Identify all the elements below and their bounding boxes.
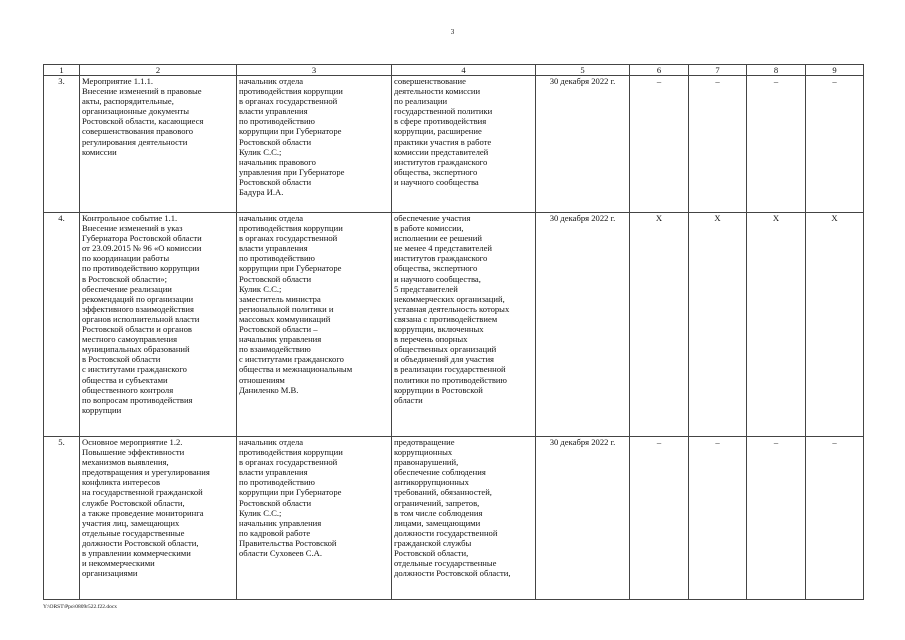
text-line: региональной политики и [239,303,334,314]
table-row [44,76,864,213]
text-line: институтов гражданского [394,253,488,264]
mark-cell: – [747,76,806,213]
text-line: с институтами гражданского [82,364,187,375]
text-line: по реализации [394,96,448,107]
text-line: коррупции в Ростовской [394,384,483,395]
measure-description [80,437,237,600]
text-line: в перечень опорных [394,334,468,345]
text-line: общества и межнациональным [239,364,353,375]
text-line: организациями [82,568,138,579]
text-line: органов исполнительной власти [82,313,200,324]
file-path-footer: Y:\ORST\Ppo\0809r522.f22.docx [43,604,118,610]
text-line: 5 представителей [394,283,458,294]
row-number: 5. [44,437,80,600]
text-line: Ростовской области, [394,548,469,559]
text-line: комиссии представителей [394,146,489,157]
text-line: по противодействию [239,477,315,488]
mark-cell: Х [630,213,689,437]
text-line: на государственной гражданской [82,487,203,498]
text-line: должности Ростовской области, [82,537,199,548]
text-line: Контрольное событие 1.1. [82,213,178,223]
text-line: не менее 4 представителей [394,243,493,254]
text-line: предотвращение [394,437,455,447]
text-line: власти управления [239,243,308,254]
text-line: коррупции [82,404,122,415]
text-line: противодействия коррупции [239,86,343,97]
text-line: по противодействию [239,253,315,264]
text-line: управления при Губернаторе [239,166,345,177]
text-line: власти управления [239,467,308,478]
text-line: муниципальных образований [82,344,190,355]
text-line: в работе комиссии, [394,223,464,234]
text-line: противодействия коррупции [239,447,343,458]
text-line: ограничений, запретов, [394,497,480,508]
text-line: обеспечение соблюдения [394,467,486,478]
measures-table [43,64,864,600]
deadline-date: 30 декабря 2022 г. [536,213,630,437]
text-line: деятельности комиссии [394,86,481,97]
text-line: в реализации государственной [394,364,506,375]
text-line: Повышение эффективности [82,447,185,458]
text-line: Ростовской области [239,497,312,508]
expected-result [392,213,536,437]
text-line: общества, экспертного [394,166,478,177]
text-line: области [394,394,423,405]
text-line: и некоммерческими [82,558,155,569]
text-line: местного самоуправления [82,334,178,345]
text-line: в том числе соблюдения [394,507,483,518]
text-line: некоммерческих организаций, [394,293,505,304]
table-row [44,213,864,437]
text-line: обеспечение участия [394,213,471,223]
text-line: общественного контроля [82,384,174,395]
text-line: политики по противодействию [394,374,507,385]
text-line: общественных организаций [394,344,497,355]
text-line: начальник правового [239,156,316,167]
text-line: должности Ростовской области, [394,568,511,579]
text-line: и научного сообщества [394,176,479,187]
mark-cell: – [747,437,806,600]
text-line: по кадровой работе [239,527,311,538]
text-line: Внесение изменений в указ [82,223,183,234]
text-line: заместитель министра [239,293,321,304]
text-line: уставная деятельность которых [394,303,510,314]
text-line: а также проведение мониторинга [82,507,204,518]
text-line: акты, распорядительные, [82,96,174,107]
responsible-persons [237,76,392,213]
mark-cell: Х [689,213,747,437]
text-line: гражданской службы [394,537,472,548]
row-number: 4. [44,213,80,437]
text-line: коррупции при Губернаторе [239,263,342,274]
text-line: исполнении ее решений [394,233,482,244]
text-line: и объединений для участия [394,354,494,365]
expected-result [392,76,536,213]
measure-description [80,76,237,213]
text-line: начальник управления [239,334,322,345]
text-line: в Ростовской области [82,354,161,365]
text-line: Мероприятие 1.1.1. [82,76,154,86]
text-line: по противодействию [239,116,315,127]
text-line: начальник управления [239,517,322,528]
text-line: коррупции, расширение [394,126,482,137]
text-line: начальник отдела [239,76,304,86]
text-line: массовых коммуникаций [239,313,331,324]
expected-result [392,437,536,600]
column-header: 7 [689,65,747,76]
text-line: Кулик С.С.; [239,146,282,157]
text-line: Ростовской области [239,176,312,187]
text-line: начальник отдела [239,437,304,447]
text-line: правонарушений, [394,457,459,468]
text-line: и научного сообщества, [394,273,481,284]
column-header: 3 [237,65,392,76]
text-line: отдельные государственные [82,527,185,538]
text-line: в сфере противодействия [394,116,487,127]
text-line: Губернатора Ростовской области [82,233,202,244]
text-line: предотвращения и урегулирования [82,467,210,478]
text-line: совершенствование [394,76,466,86]
text-line: связана с противодействием [394,313,498,324]
text-line: практики участия в работе [394,136,492,147]
text-line: коррупции, включенных [394,324,484,335]
mark-cell: – [630,437,689,600]
text-line: коррупции при Губернаторе [239,487,342,498]
text-line: в органах государственной [239,96,338,107]
responsible-persons [237,437,392,600]
text-line: совершенствования правового [82,126,194,137]
text-line: Ростовской области [239,136,312,147]
text-line: по взаимодействию [239,344,311,355]
mark-cell: – [689,437,747,600]
text-line: Даниленко М.В. [239,384,299,395]
text-line: общества и субъектами [82,374,168,385]
text-line: Кулик С.С.; [239,283,282,294]
text-line: службе Ростовской области, [82,497,185,508]
text-line: механизмов выявления, [82,457,169,468]
column-header: 2 [80,65,237,76]
text-line: конфликта интересов [82,477,161,488]
mark-cell: – [689,76,747,213]
text-line: Ростовской области, касающиеся [82,116,204,127]
page-number: 3 [450,28,455,36]
text-line: по вопросам противодействия [82,394,193,405]
mark-cell: – [806,76,864,213]
text-line: по координации работы [82,253,170,264]
measure-description [80,213,237,437]
text-line: с институтами гражданского [239,354,344,365]
text-line: требований, обязанностей, [394,487,492,498]
text-line: антикоррупционных [394,477,469,488]
column-header: 4 [392,65,536,76]
text-line: Основное мероприятие 1.2. [82,437,183,447]
text-line: эффективного взаимодействия [82,303,194,314]
text-line: должности государственной [394,527,498,538]
text-line: общества, экспертного [394,263,478,274]
text-line: противодействия коррупции [239,223,343,234]
table-row [44,437,864,600]
text-line: Правительства Ростовской [239,537,337,548]
deadline-date: 30 декабря 2022 г. [536,437,630,600]
text-line: начальник отдела [239,213,304,223]
text-line: от 23.09.2015 № 96 «О комиссии [82,243,202,254]
text-line: регулирования деятельности [82,136,188,147]
text-line: коррупции при Губернаторе [239,126,342,137]
mark-cell: Х [806,213,864,437]
text-line: Ростовской области [239,273,312,284]
text-line: государственной политики [394,106,493,117]
text-line: рекомендаций по организации [82,293,194,304]
text-line: в управлении коммерческими [82,548,191,559]
text-line: по противодействию коррупции [82,263,200,274]
column-header: 8 [747,65,806,76]
text-line: Бадура И.А. [239,187,284,198]
column-header: 1 [44,65,80,76]
column-header: 6 [630,65,689,76]
text-line: лицами, замещающими [394,517,481,528]
text-line: отношениям [239,374,285,385]
text-line: отдельные государственные [394,558,497,569]
text-line: обеспечение реализации [82,283,172,294]
responsible-persons [237,213,392,437]
text-line: в Ростовской области»; [82,273,168,284]
mark-cell: – [630,76,689,213]
text-line: организационные документы [82,106,190,117]
text-line: участия лиц, замещающих [82,517,180,528]
text-line: Ростовской области и органов [82,324,192,335]
column-header: 9 [806,65,864,76]
text-line: комиссии [82,146,117,157]
text-line: в органах государственной [239,457,338,468]
text-line: власти управления [239,106,308,117]
text-line: коррупционных [394,447,453,458]
text-line: области Суховеев С.А. [239,548,323,559]
mark-cell: Х [747,213,806,437]
text-line: институтов гражданского [394,156,488,167]
mark-cell: – [806,437,864,600]
text-line: в органах государственной [239,233,338,244]
text-line: Внесение изменений в правовые [82,86,202,97]
text-line: Кулик С.С.; [239,507,282,518]
text-line: Ростовской области – [239,324,318,335]
header-row [44,65,864,76]
column-header: 5 [536,65,630,76]
row-number: 3. [44,76,80,213]
deadline-date: 30 декабря 2022 г. [536,76,630,213]
